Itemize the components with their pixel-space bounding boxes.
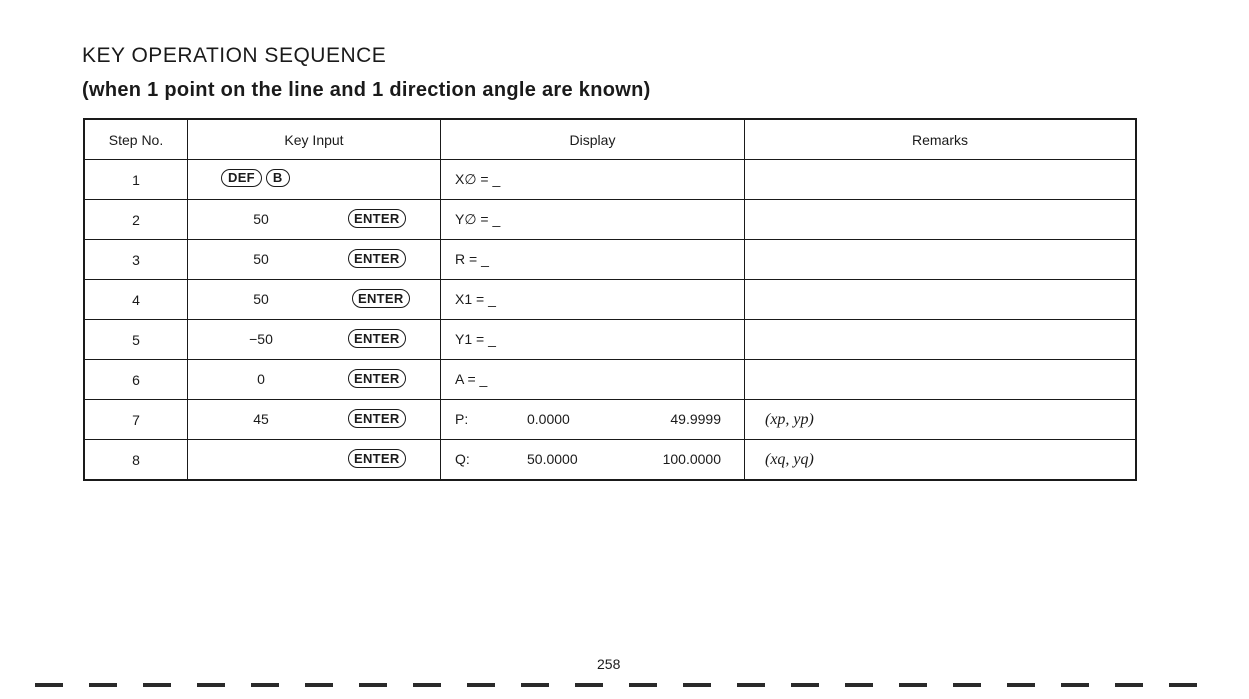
enter-key: ENTER [348,329,406,348]
display-text: X1 = _ [455,291,496,307]
key-input-cell [188,400,441,440]
table-row [84,320,1136,360]
key-input-cell [188,360,441,400]
display-y-value: 49.9999 [670,411,721,427]
display-cell [441,160,745,200]
display-text: R = _ [455,251,489,267]
step-number: 2 [84,200,188,240]
remarks-cell [745,200,1137,240]
display-text: X∅ = _ [455,171,501,187]
remarks-cell [745,320,1137,360]
remarks-cell: (xp, yp) [745,400,1137,440]
key-input-cell [188,440,441,481]
table-header-row [84,119,1136,160]
display-cell [441,200,745,240]
remarks-cell: (xq, yq) [745,440,1137,481]
table-row [84,160,1136,200]
remarks-cell [745,280,1137,320]
enter-key: ENTER [348,369,406,388]
enter-key: ENTER [348,249,406,268]
key-input-cell [188,280,441,320]
display-cell [441,240,745,280]
remarks-cell [745,160,1137,200]
step-number: 6 [84,360,188,400]
table-row [84,400,1136,440]
display-cell [441,440,745,481]
header-step: Step No. [84,119,188,160]
step-number: 4 [84,280,188,320]
step-number: 3 [84,240,188,280]
input-value: 50 [253,211,269,227]
key-input-cell [188,320,441,360]
table-row [84,200,1136,240]
header-remarks: Remarks [745,119,1137,160]
table-row [84,440,1136,481]
input-value: 0 [257,371,265,387]
table-row [84,280,1136,320]
display-cell [441,320,745,360]
key-sequence-table [83,118,1137,481]
step-number: 8 [84,440,188,481]
display-label: Q: [455,451,470,467]
header-key-input: Key Input [188,119,441,160]
table-row [84,240,1136,280]
def-key: DEF [221,169,262,187]
display-x-value: 0.0000 [527,411,570,427]
page-edge-dashes [35,683,1215,687]
enter-key: ENTER [348,409,406,428]
key-input-cell [188,160,441,200]
display-text: A = _ [455,371,488,387]
step-number: 1 [84,160,188,200]
input-value: 50 [253,251,269,267]
page-subtitle: (when 1 point on the line and 1 direction angle are known) [82,79,651,101]
display-x-value: 50.0000 [527,451,578,467]
enter-key: ENTER [348,449,406,468]
enter-key: ENTER [348,209,406,228]
display-cell [441,280,745,320]
step-number: 5 [84,320,188,360]
display-y-value: 100.0000 [662,451,721,467]
step-number: 7 [84,400,188,440]
header-display: Display [441,119,745,160]
remarks-cell [745,360,1137,400]
page-number: 258 [597,656,621,672]
input-value: 45 [253,411,269,427]
page-title: KEY OPERATION SEQUENCE [82,44,387,67]
b-key: B [266,169,290,187]
display-cell [441,400,745,440]
enter-key: ENTER [352,289,410,308]
input-value: 50 [253,291,269,307]
display-label: P: [455,411,469,427]
display-text: Y∅ = _ [455,211,501,227]
key-input-cell [188,240,441,280]
key-pair [221,169,294,187]
remarks-cell [745,240,1137,280]
table-row [84,360,1136,400]
input-value: −50 [249,331,273,347]
display-cell [441,360,745,400]
display-text: Y1 = _ [455,331,496,347]
key-input-cell [188,200,441,240]
